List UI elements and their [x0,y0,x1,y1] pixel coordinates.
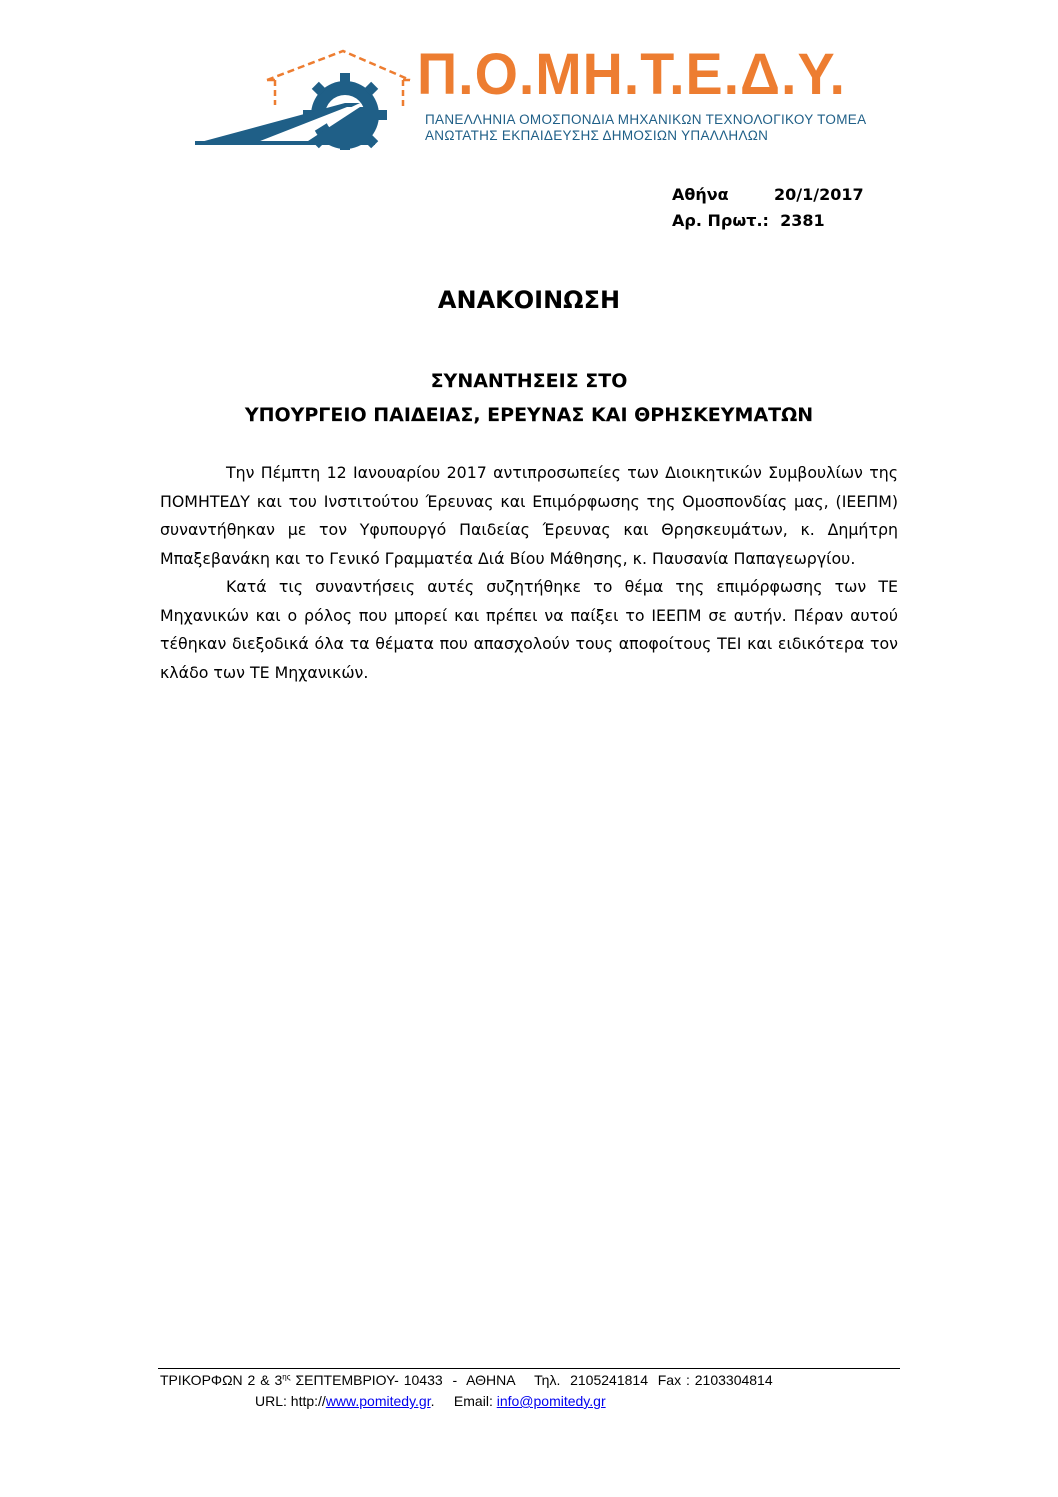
footer-address-part1: ΤΡΙΚΟΡΦΩΝ 2 & 3 [160,1372,283,1388]
organization-fullname-line2: ΑΝΩΤΑΤΗΣ ΕΚΠΑΙΔΕΥΣΗΣ ΔΗΜΟΣΙΩΝ ΥΠΑΛΛΗΛΩΝ [425,128,769,143]
email-link[interactable]: info@pomitedy.gr [496,1393,606,1409]
date-row [672,182,864,208]
footer-address-sup: ης [282,1372,291,1382]
website-link[interactable]: www.pomitedy.gr [325,1393,431,1409]
email-label: . Email: [430,1393,497,1409]
paragraph: Κατά τις συναντήσεις αυτές συζητήθηκε το θέμα της επιμόρφωσης των ΤΕ Μηχανικών και ο ρόλος που μπορεί και πρέπει να παίξει το ΙΕΕΠΜ σε αυτήν. Πέραν αυτού τέθηκαν διεξοδικά όλα τα θέματα που απασχολούν τους αποφοίτους ΤΕΙ και ειδικότερα τον κλάδο των ΤΕ Μηχανικών. [160,577,898,682]
organization-fullname-line1: ΠΑΝΕΛΛΗΝΙΑ ΟΜΟΣΠΟΝΔΙΑ ΜΗΧΑΝΙΚΩΝ ΤΕΧΝΟΛΟΓΙΚΟΥ ΤΟΜΕΑ [425,112,867,127]
footer-address [160,1372,773,1388]
footer-divider [158,1368,900,1369]
paragraph: Την Πέμπτη 12 Ιανουαρίου 2017 αντιπροσωπείες των Διοικητικών Συμβουλίων της ΠΟΜΗΤΕΔΥ και του Ινστιτούτου Έρευνας και Επιμόρφωσης της Ομοσπονδίας μας, (ΙΕΕΠΜ) συναντήθηκαν με τον Υφυπουργό Παιδείας Έρευνας και Θρησκευμάτων, κ. Δημήτρη Μπαξεβανάκη και το Γενικό Γραμματέα Διά Βίου Μάθησης, κ. Παυσανία Παπαγεωργίου. [160,463,898,568]
protocol-row [672,208,864,234]
house-gear-road-icon [195,45,425,150]
organization-logo [195,42,867,150]
document-subtitle-line1: ΣΥΝΑΝΤΗΣΕΙΣ ΣΤΟ [430,370,628,392]
document-title: ΑΝΑΚΟΙΝΩΣΗ [437,286,621,314]
date-value: 20/1/2017 [774,185,864,204]
document-body [160,459,898,687]
document-meta [672,182,864,234]
protocol-number: 2381 [780,211,825,230]
place-label: Αθήνα [672,185,729,204]
url-label: URL: http:// [255,1393,326,1409]
document-subtitle-line2: ΥΠΟΥΡΓΕΙΟ ΠΑΙΔΕΙΑΣ, ΕΡΕΥΝΑΣ ΚΑΙ ΘΡΗΣΚΕΥΜΑΤΩΝ [244,404,814,426]
footer-contact [255,1393,606,1409]
protocol-label: Αρ. Πρωτ.: [672,211,769,230]
organization-name: Π.Ο.ΜΗ.Τ.Ε.Δ.Υ. [417,42,846,107]
footer-address-part2: ΣΕΠΤΕΜΒΡΙΟΥ- 10433 - ΑΘΗΝΑ Τηλ. 2105241814 Fax : 2103304814 [290,1372,773,1388]
